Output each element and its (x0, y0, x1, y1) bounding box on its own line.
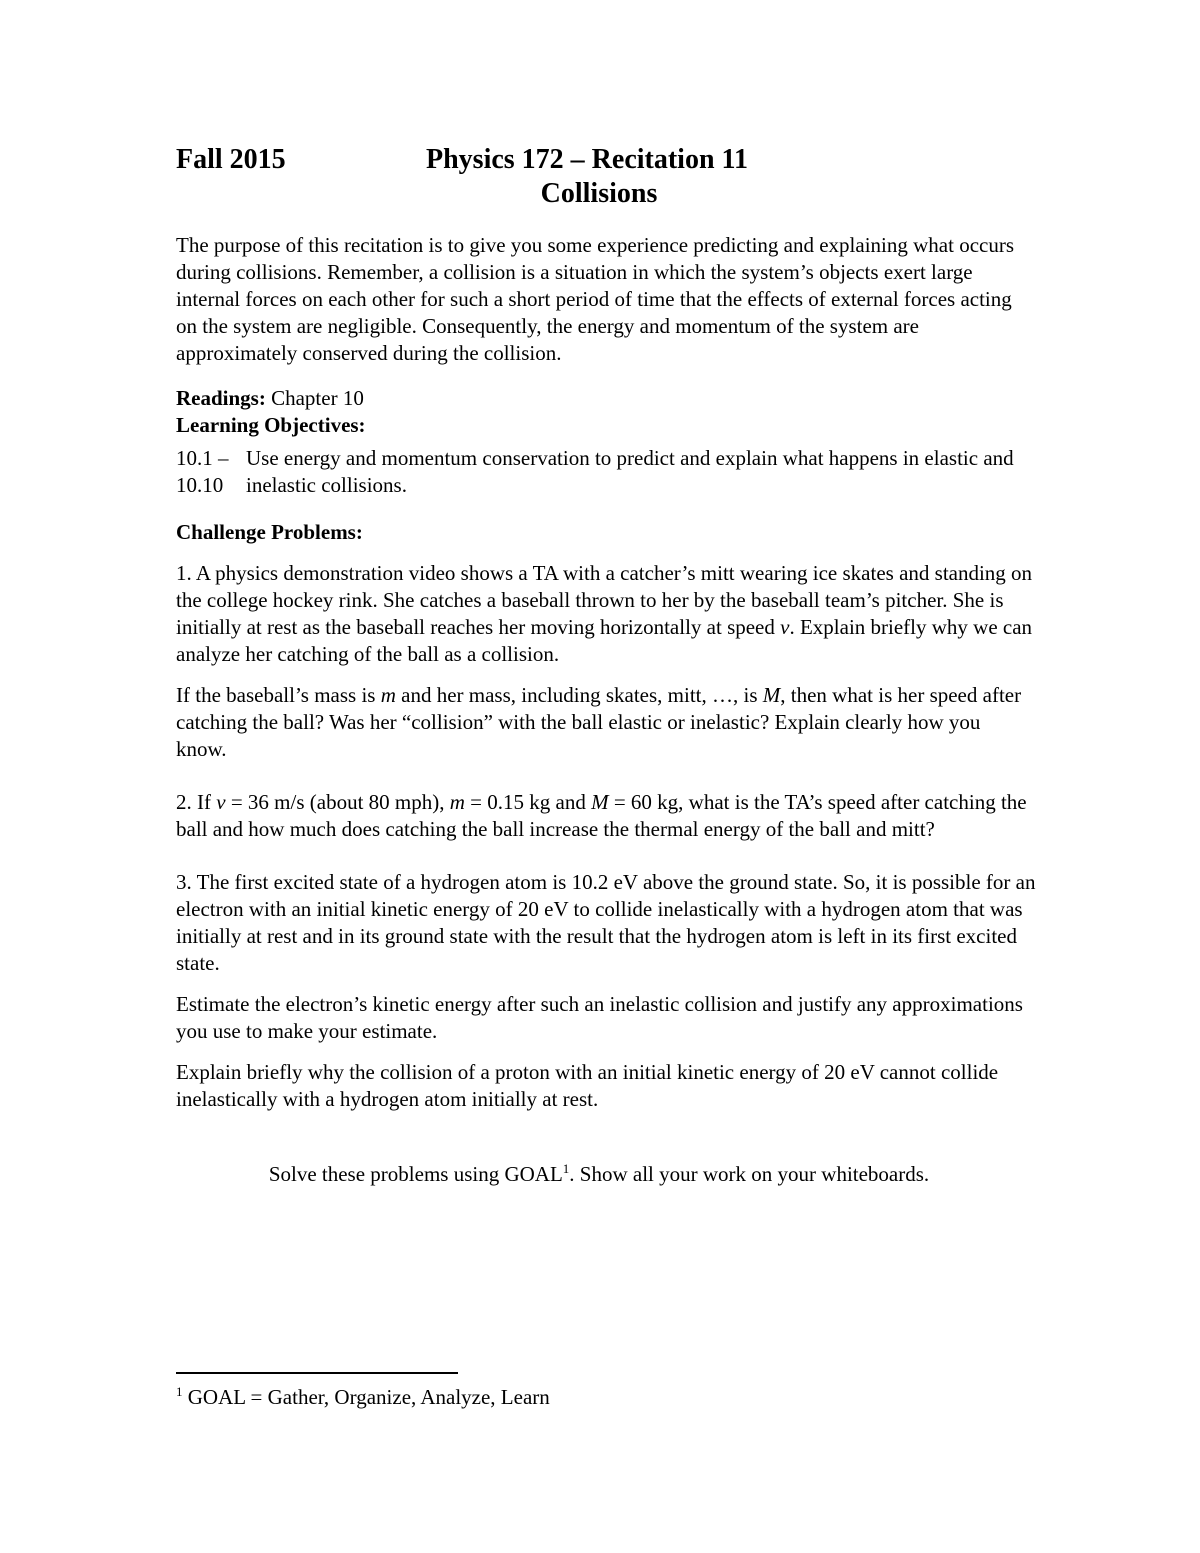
problem-2-text-a: 2. If (176, 790, 217, 814)
footnote-separator (176, 1372, 458, 1374)
footnote (176, 1384, 550, 1411)
objective-text: Use energy and momentum conservation to predict and explain what happens in elastic and inelastic collisions. (246, 446, 1014, 497)
footnote-marker: 1 (176, 1384, 183, 1399)
var-m: m (380, 683, 396, 707)
var-M: M (762, 683, 781, 707)
document-page (176, 140, 1036, 1188)
objective-item (176, 445, 1036, 499)
problem-1-text-a: 1. A physics demonstration video shows a TA with a catcher’s mitt wearing ice skates and standing on the college hockey rink. She catches a baseball thrown to her by the baseball team’s pitcher. She is initially at rest as the baseball reaches her moving horizontally at speed (176, 561, 1033, 639)
title-row (176, 140, 1036, 180)
problem-1b-text-a: If the baseball’s mass is (176, 683, 381, 707)
objectives-heading: Learning Objectives: (176, 413, 366, 437)
var-v: v (780, 615, 790, 639)
instruction-text-a: Solve these problems using GOAL (268, 1162, 563, 1186)
problem-3-paragraph-1: 3. The first excited state of a hydrogen atom is 10.2 eV above the ground state. So, it is possible for an electron with an initial kinetic energy of 20 eV to collide inelastically with a hydrogen atom that was initially at rest and in its ground state with the result that the hydrogen atom is left in its first excited state. (176, 870, 1036, 975)
objective-code: 10.1 – 10.10 (176, 446, 229, 497)
problem-1b-text-b: and her mass, including skates, mitt, …, is (395, 683, 763, 707)
var-m: m (449, 790, 465, 814)
problem-1-paragraph-2 (176, 682, 1036, 763)
var-v: v (216, 790, 226, 814)
problem-1-paragraph-1 (176, 560, 1036, 668)
var-M: M (591, 790, 609, 814)
course-title: Physics 172 – Recitation 11 (426, 144, 748, 175)
term-label: Fall 2015 (176, 144, 286, 175)
problem-2-text-d: = 60 kg, what is the TA’s speed after catching the ball and how much does catching the ball increase the thermal energy of the ball and mitt? (176, 790, 1027, 841)
problem-3-paragraph-3: Explain briefly why the collision of a proton with an initial kinetic energy of 20 eV cannot collide inelastically with a hydrogen atom initially at rest. (176, 1060, 999, 1111)
intro-paragraph: The purpose of this recitation is to give you some experience predicting and explaining what occurs during collisions. Remember, a collision is a situation in which the system’s objects exert large internal forces on each other for such a short period of time that the effects of external forces acting on the system are negligible. Consequently, the energy and momentum of the system are approximately conserved during the collision. (176, 233, 1015, 365)
footnote-text: GOAL = Gather, Organize, Analyze, Learn (182, 1385, 550, 1409)
instruction-text-b: . Show all your work on your whiteboards. (569, 1162, 930, 1186)
problem-2-text-c: = 0.15 kg and (464, 790, 592, 814)
topic-title: Collisions (540, 178, 658, 209)
challenge-heading: Challenge Problems: (176, 520, 363, 544)
problem-1b-text-c: , then what is her speed after catching the ball? Was her “collision” with the ball elastic or inelastic? Explain clearly how you know. (176, 683, 1022, 761)
readings-value: Chapter 10 (271, 386, 364, 410)
problem-2-text-b: = 36 m/s (about 80 mph), (225, 790, 450, 814)
instruction-line (176, 1161, 1022, 1188)
problem-2 (176, 789, 1036, 843)
problem-3-paragraph-2: Estimate the electron’s kinetic energy after such an inelastic collision and justify any approximations you use to make your estimate. (176, 992, 1023, 1043)
problem-1-text-b: . Explain briefly why we can analyze her catching of the ball as a collision. (176, 615, 1033, 666)
readings-label: Readings: (176, 386, 266, 410)
readings-line (176, 385, 1036, 412)
footnote-ref: 1 (562, 1161, 570, 1176)
